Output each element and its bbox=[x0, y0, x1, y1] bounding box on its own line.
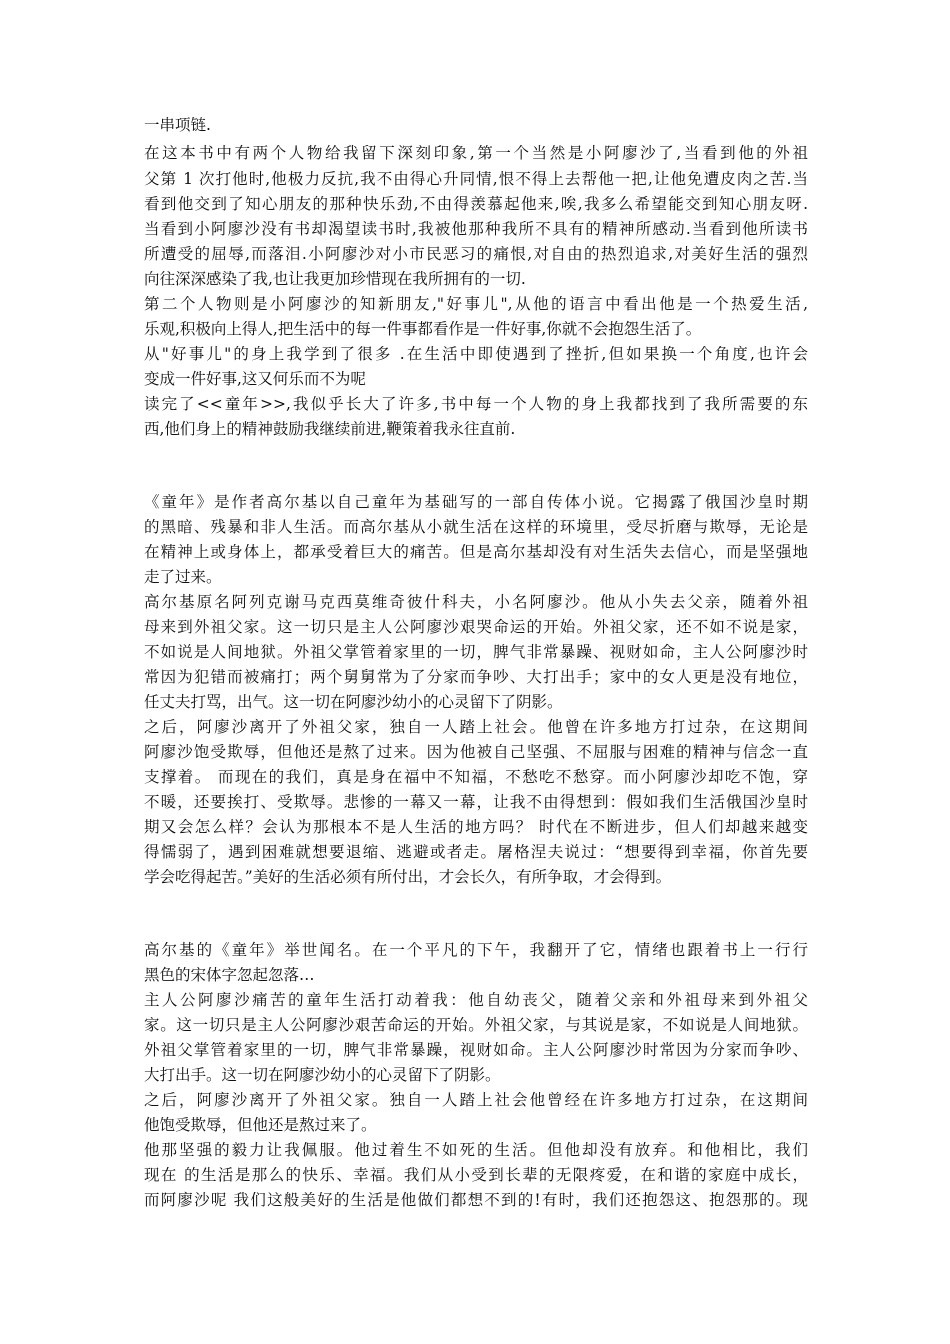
text-line: 的黑暗、残暴和非人生活。而高尔基从小就生活在这样的环境里，受尽折磨与欺辱，无论是 bbox=[144, 518, 808, 536]
text-line: 第二个人物则是小阿廖沙的知新朋友,"好事儿",从他的语言中看出他是一个热爱生活, bbox=[144, 295, 808, 313]
text-line: 在精神上或身体上，都承受着巨大的痛苦。但是高尔基却没有对生活失去信心，而是坚强地 bbox=[144, 543, 808, 561]
text-line: 他饱受欺辱，但他还是熬过来了。 bbox=[144, 1116, 377, 1134]
text-line: 主人公阿廖沙痛苦的童年生活打动着我：他自幼丧父，随着父亲和外祖母来到外祖父 bbox=[144, 991, 808, 1009]
text-line: 看到他交到了知心朋友的那种快乐劲,不由得羡慕起他来,唉,我多么希望能交到知心朋友呀. bbox=[144, 195, 808, 213]
text-line: 当看到小阿廖沙没有书却渴望读书时,我被他那种我所不具有的精神所感动.当看到他所读书 bbox=[144, 220, 808, 238]
text-line: 《童年》是作者高尔基以自己童年为基础写的一部自传体小说。它揭露了俄国沙皇时期 bbox=[144, 493, 808, 511]
text-line: 现在 的生活是那么的快乐、幸福。我们从小受到长辈的无限疼爱，在和谐的家庭中成长， bbox=[144, 1166, 808, 1184]
text-line: 黑色的宋体字忽起忽落… bbox=[144, 966, 315, 984]
text-line: 乐观,积极向上得人,把生活中的每一件事都看作是一件好事,你就不会抱怨生活了。 bbox=[144, 320, 702, 338]
text-line: 一串项链. bbox=[144, 116, 211, 134]
text-line: 高尔基原名阿列克谢马克西莫维奇彼什科夫，小名阿廖沙。他从小失去父亲，随着外祖 bbox=[144, 593, 808, 611]
text-line: 从"好事儿"的身上我学到了很多 .在生活中即使遇到了挫折,但如果换一个角度,也许会 bbox=[144, 345, 808, 363]
text-line: 而阿廖沙呢 我们这般美好的生活是他做们都想不到的!有时，我们还抱怨这、抱怨那的。现 bbox=[144, 1191, 808, 1209]
text-line: 走了过来。 bbox=[144, 568, 222, 586]
text-line: 西,他们身上的精神鼓励我继续前进,鞭策着我永往直前. bbox=[144, 420, 516, 438]
text-line: 母来到外祖父家。这一切只是主人公阿廖沙艰哭命运的开始。外祖父家，还不如不说是家， bbox=[144, 618, 808, 636]
text-line: 大打出手。这一切在阿廖沙幼小的心灵留下了阴影。 bbox=[144, 1066, 501, 1084]
text-line: 父第 1 次打他时,他极力反抗,我不由得心升同情,恨不得上去帮他一把,让他免遭皮肉之苦.当 bbox=[144, 170, 808, 188]
text-line: 支撑着。 而现在的我们，真是身在福中不知福，不愁吃不愁穿。而小阿廖沙却吃不饱，穿 bbox=[144, 768, 808, 786]
text-line: 阿廖沙饱受欺辱，但他还是熬了过来。因为他被自己坚强、不屈服与困难的精神与信念一直 bbox=[144, 743, 808, 761]
text-line: 得懦弱了，遇到困难就想要退缩、逃避或者走。屠格涅夫说过：“想要得到幸福，你首先要 bbox=[144, 843, 808, 861]
text-line: 不如说是人间地狱。外祖父掌管着家里的一切，脾气非常暴躁、视财如命，主人公阿廖沙时 bbox=[144, 643, 808, 661]
text-line: 所遭受的屈辱,而落泪.小阿廖沙对小市民恶习的痛恨,对自由的热烈追求,对美好生活的强烈 bbox=[144, 245, 808, 263]
text-line: 学会吃得起苦。”美好的生活必须有所付出，才会长久，有所争取，才会得到。 bbox=[144, 868, 672, 886]
text-line: 家。这一切只是主人公阿廖沙艰苦命运的开始。外祖父家，与其说是家，不如说是人间地狱。 bbox=[144, 1016, 808, 1034]
text-line: 读完了<<童年>>,我似乎长大了许多,书中每一个人物的身上我都找到了我所需要的东 bbox=[144, 395, 808, 413]
text-line: 外祖父掌管着家里的一切，脾气非常暴躁，视财如命。主人公阿廖沙时常因为分家而争吵、 bbox=[144, 1041, 808, 1059]
text-line: 不暖，还要挨打、受欺辱。悲惨的一幕又一幕，让我不由得想到：假如我们生活俄国沙皇时 bbox=[144, 793, 808, 811]
text-line: 他那坚强的毅力让我佩服。他过着生不如死的生活。但他却没有放弃。和他相比，我们 bbox=[144, 1141, 808, 1159]
text-line: 任丈夫打骂，出气。这一切在阿廖沙幼小的心灵留下了阴影。 bbox=[144, 693, 563, 711]
text-line: 期又会怎么样？会认为那根本不是人生活的地方吗？ 时代在不断进步，但人们却越来越变 bbox=[144, 818, 808, 836]
text-line: 之后，阿廖沙离开了外祖父家。独自一人踏上社会他曾经在许多地方打过杂，在这期间 bbox=[144, 1091, 808, 1109]
text-line: 之后，阿廖沙离开了外祖父家，独自一人踏上社会。他曾在许多地方打过杂，在这期间 bbox=[144, 718, 808, 736]
text-line: 常因为犯错而被痛打；两个舅舅常为了分家而争吵、大打出手；家中的女人更是没有地位， bbox=[144, 668, 808, 686]
text-line: 在这本书中有两个人物给我留下深刻印象,第一个当然是小阿廖沙了,当看到他的外祖 bbox=[144, 144, 808, 162]
text-line: 变成一件好事,这又何乐而不为呢 bbox=[144, 370, 366, 388]
text-line: 高尔基的《童年》举世闻名。在一个平凡的下午，我翻开了它，情绪也跟着书上一行行 bbox=[144, 941, 808, 959]
text-line: 向往深深感染了我,也让我更加珍惜现在我所拥有的一切. bbox=[144, 270, 526, 288]
